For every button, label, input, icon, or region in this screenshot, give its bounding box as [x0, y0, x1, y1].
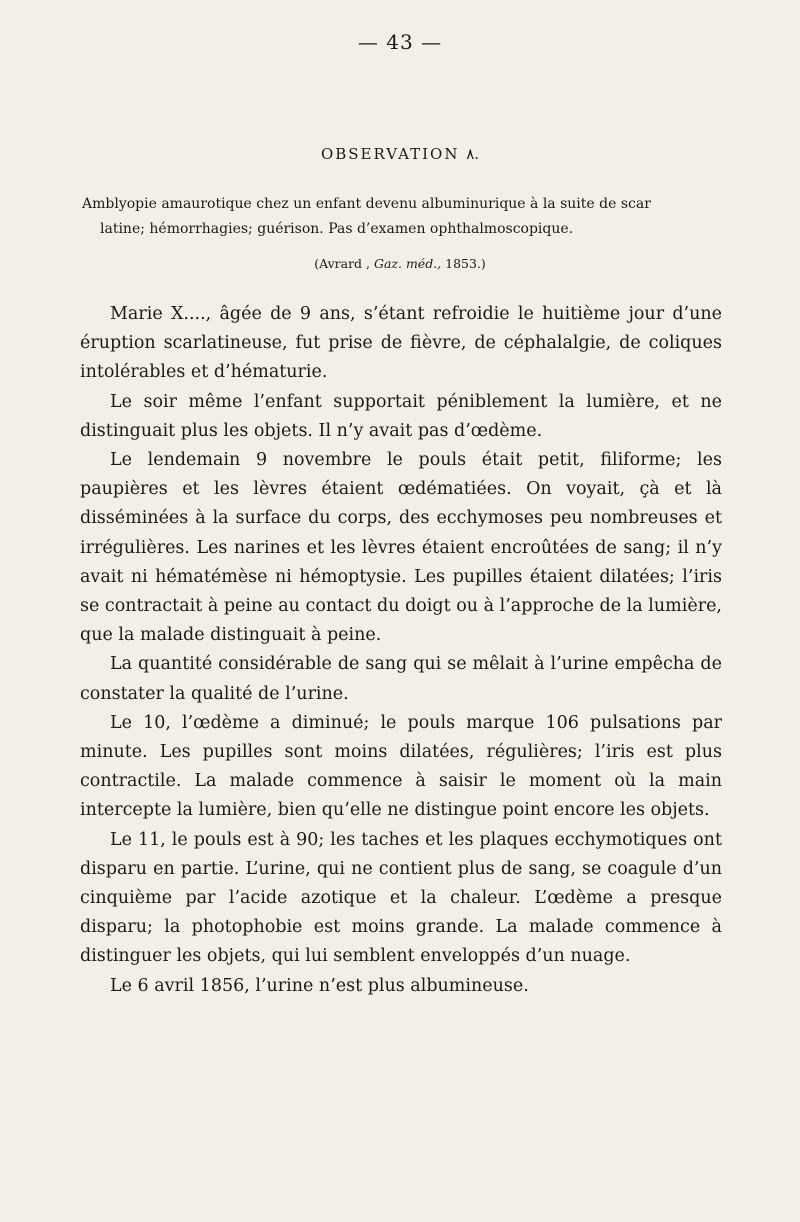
summary-line-1: Amblyopie amaurotique chez un enfant devenu albuminurique à la suite de scar	[82, 196, 651, 212]
page-number: — 43 —	[357, 30, 443, 54]
paragraph: Marie X...., âgée de 9 ans, s’étant refroidie le huitième jour d’une éruption scarlatineuse, fut prise de fièvre, de céphalalgie, de coliques intolérables et d’hématurie.	[80, 304, 722, 383]
paragraph: Le 10, l’œdème a diminué; le pouls marque 106 pulsations par minute. Les pupilles sont moins dilatées, régulières; l’iris est plus contractile. La malade commence à saisir le moment où la main intercepte la lumière, bien qu’elle ne distingue point encore les objets.	[80, 712, 722, 821]
source-journal: Gaz. méd.,	[373, 256, 442, 271]
source-year: 1853.)	[445, 256, 486, 271]
paragraph: Le lendemain 9 novembre le pouls était petit, filiforme; les paupières et les lèvres étaient œdématiées. On voyait, çà et là disséminées à la surface du corps, des ecchymoses peu nombreuses et irrégulières. Les narines et les lèvres étaient encroûtées de sang; il n’y avait ni hématémèse ni hémoptysie. Les pupilles étaient dilatées; l’iris se contractait à peine au contact du doigt ou à l’approche de la lumière, que la malade distinguait à peine.	[80, 450, 722, 646]
source-author: (Avrard ,	[314, 256, 370, 271]
observation-summary	[82, 192, 722, 242]
paragraph: Le 11, le pouls est à 90; les taches et les plaques ecchymotiques ont disparu en partie. L’urine, qui ne contient plus de sang, se coagule d’un cinquième par l’acide azotique et la chaleur. L’œdème a presque disparu; la photophobie est moins grande. La malade commence à distinguer les objets, qui lui semblent enveloppés d’un nuage.	[80, 829, 722, 967]
summary-line-2: latine; hémorrhagies; guérison. Pas d’examen ophthalmoscopique.	[100, 221, 574, 237]
paragraph: La quantité considérable de sang qui se mêlait à l’urine empêcha de constater la qualité de l’urine.	[80, 654, 722, 704]
paragraph: Le 6 avril 1856, l’urine n’est plus albumineuse.	[110, 975, 529, 996]
observation-body	[80, 300, 722, 1001]
source-citation	[0, 256, 800, 271]
observation-title: OBSERVATION ۸.	[320, 145, 480, 163]
paragraph: Le soir même l’enfant supportait péniblement la lumière, et ne distinguait plus les objets. Il n’y avait pas d’œdème.	[80, 391, 722, 441]
